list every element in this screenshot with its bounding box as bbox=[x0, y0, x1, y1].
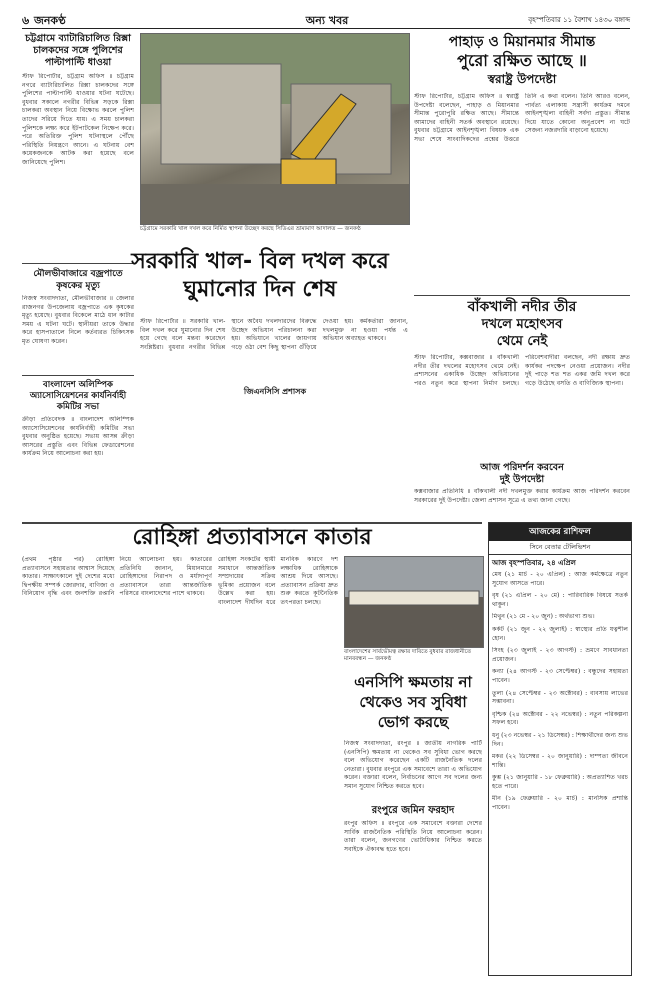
article-body: স্টাফ রিপোর্টার, চট্টগ্রাম অফিস ॥ চট্টগ্রাম নগরে ব্যাটারিচালিত রিক্সা চালকদের সঙ্গে পুলিশের পাল্টাপাল্টি ধাওয়ার ঘটনা ঘটেছে। বুধবার সকালে নগরীর বিভিন্ন সড়কে রিক্সা চালকরা অবস্থান নিয়ে বিক্ষোভ করলে পুলিশ তাদের সরিয়ে দিতে যায়। এ সময় চালকরা পুলিশকে লক্ষ্য করে ইটপাটকেল নিক্ষেপ করে। পরে অতিরিক্ত পুলিশ ঘটনাস্থলে পৌঁছে পরিস্থিতি নিয়ন্ত্রণে আনে। এ ঘটনায় বেশ কয়েকজনকে আটক করা হয়েছে বলে জানিয়েছে পুলিশ। bbox=[22, 73, 134, 166]
story-visit bbox=[414, 462, 630, 518]
issue-date: বৃহস্পতিবার ১১ বৈশাখ ১৪৩০ বঙ্গাব্দ bbox=[528, 16, 630, 24]
article-body: রংপুর অফিস ॥ রংপুরে এক সমাবেশে বক্তারা দেশের সার্বিক রাজনৈতিক পরিস্থিতি নিয়ে আলোচনা করেন। তারা বলেন, জনগণের ভোটাধিকার নিশ্চিত করতে সবাইকে ঐক্যবদ্ধ হতে হবে। bbox=[344, 820, 482, 853]
horoscope-list bbox=[489, 571, 631, 983]
headline-line-2: ঘুমানোর দিন শেষ bbox=[183, 277, 337, 302]
paper-name: জনকণ্ঠ bbox=[34, 14, 66, 27]
article-body: ক্রীড়া প্রতিবেদক ॥ বাংলাদেশ অলিম্পিক অ্যাসোসিয়েশনের কার্যনির্বাহী কমিটির সভা বুধবার অনুষ্ঠিত হয়েছে। সভায় আসন্ন ক্রীড়া আসরের প্রস্তুতি এবং বিভিন্ন ফেডারেশনের কার্যক্রম নিয়ে আলোচনা করা হয়। bbox=[22, 416, 134, 458]
headline-line-1: বাঁকখালী নদীর তীর bbox=[467, 299, 577, 315]
photo-rally bbox=[344, 556, 484, 648]
headline-line-2: পুরো রক্ষিত আছে ॥ bbox=[457, 51, 587, 70]
headline-line-1: সরকারি খাল- বিল দখল করে bbox=[131, 249, 389, 274]
photo-caption: বাংলাদেশের সার্বভৌমত্ব রক্ষার দাবিতে বুধবার রাজধানীতে মানববন্ধন — জনকণ্ঠ bbox=[344, 649, 472, 663]
article-body: স্টাফ রিপোর্টার, চট্টগ্রাম অফিস ॥ স্বরাষ্ট্র উপদেষ্টা বলেছেন, পাহাড় ও মিয়ানমার সীমান্ত পুরোপুরি রক্ষিত আছে। সীমান্তে আমাদের বাহিনী সতর্ক অবস্থানে রয়েছে। বুধবার চট্টগ্রামে আইনশৃঙ্খলা বিষয়ক এক সভা শেষে সাংবাদিকদের প্রশ্নের উত্তরে তিনি এ কথা বলেন। তিনি আরও বলেন, পার্বত্য এলাকায় সন্ত্রাসী কার্যক্রম দমনে আইনশৃঙ্খলা বাহিনী সর্বদা প্রস্তুত। সীমান্ত দিয়ে যাতে কোনো অনুপ্রবেশ না ঘটে সেজন্য নজরদারি বাড়ানো হয়েছে। bbox=[414, 93, 630, 143]
horoscope-item: বৃষ (২১ এপ্রিল - ২০ মে) : পারিবারিক বিষয়ে সতর্ক থাকুন। bbox=[492, 592, 628, 608]
story-olympic bbox=[22, 380, 134, 518]
horoscope-item: মেষ (২১ মার্চ - ২০ এপ্রিল) : আজ কর্মক্ষেত্রে নতুন সুযোগ আসতে পারে। bbox=[492, 571, 628, 587]
horoscope-item: মীন (১৯ ফেব্রুয়ারি - ২০ মার্চ) : মানসিক প্রশান্তি পাবেন। bbox=[492, 795, 628, 812]
horoscope-item: সিংহ (২৩ জুলাই - ২৩ আগস্ট) : ভ্রমণে সাবধানতা প্রয়োজন। bbox=[492, 647, 628, 663]
horoscope-item: কর্কট (২১ জুন - ২২ জুলাই) : স্বাস্থ্যের প্রতি যত্নশীল হোন। bbox=[492, 625, 628, 642]
article-body: স্টাফ রিপোর্টার, কক্সবাজার ॥ বাঁকখালী নদীর তীর দখলের মহোৎসব থেমে নেই। প্রশাসনের একাধিক উচ্ছেদ অভিযানের পরও নতুন করে স্থাপনা নির্মাণ চলছে। পরিবেশবাদীরা বলছেন, নদী রক্ষায় দ্রুত কার্যকর পদক্ষেপ নেওয়া প্রয়োজন। নদীর দুই পাড়ে শত শত একর জমি দখল করে গড়ে উঠেছে বসতি ও বাণিজ্যিক স্থাপনা। bbox=[414, 354, 630, 387]
horoscope-item: তুলা (২৪ সেপ্টেম্বর - ২৩ অক্টোবর) : ব্যবসায় লাভের সম্ভাবনা। bbox=[492, 689, 628, 706]
headline-line-2: থেকেও সব সুবিধা bbox=[359, 693, 467, 711]
story-rohingya-headline: রোহিঙ্গা প্রত্যাবাসনে কাতার bbox=[132, 525, 372, 550]
story-rangpur bbox=[344, 804, 482, 974]
headline-line-2: দখলে মহোৎসব bbox=[481, 317, 563, 332]
headline: রংপুরে জমিন ফরহাদ bbox=[371, 805, 455, 816]
story-bakkhali bbox=[414, 298, 630, 458]
horoscope-item: কুম্ভ (২১ জানুয়ারি - ১৮ ফেব্রুয়ারি) : অপ্রত্যাশিত খরচ হতে পারে। bbox=[492, 774, 628, 790]
headline-line-3: থেমে নেই bbox=[496, 334, 548, 349]
story-border bbox=[414, 33, 630, 293]
section-name: অন্য খবর bbox=[305, 14, 349, 27]
box-date: আজ বৃহস্পতিবার, ২৪ এপ্রিল bbox=[492, 559, 576, 567]
horoscope-box bbox=[488, 522, 632, 976]
horoscope-item: ধনু (২৩ নভেম্বর - ২১ ডিসেম্বর) : শিক্ষার্থীদের জন্য শুভ দিন। bbox=[492, 731, 628, 748]
article-body: নিজস্ব সংবাদদাতা, মৌলভীবাজার ॥ জেলার রাজনগর উপজেলায় বজ্রপাতে এক কৃষকের মৃত্যু হয়েছে। বুধবার বিকেলে মাঠে ধান কাটার সময় এ ঘটনা ঘটে। স্থানীয়রা তাকে উদ্ধার করে হাসপাতালে নিলে কর্তব্যরত চিকিৎসক মৃত ঘোষণা করেন। bbox=[22, 295, 134, 345]
box-subheading: সিনে বেতার টেলিভিশন bbox=[489, 541, 631, 555]
page-header bbox=[22, 12, 630, 29]
photo-demolition bbox=[140, 33, 410, 225]
headline: চট্টগ্রামে ব্যাটারিচালিত রিক্সা চালকদের সঙ্গে পুলিশের পাল্টাপাল্টি ধাওয়া bbox=[25, 33, 131, 68]
human-chain-image bbox=[345, 557, 483, 647]
story-ncp bbox=[344, 672, 482, 732]
headline-line-3: ভোগ করছে bbox=[377, 713, 449, 731]
article-body: কক্সবাজার প্রতিনিধি ॥ বাঁকখালী নদী দখলমুক্ত করার কার্যক্রম আজ পরিদর্শন করবেন সরকারের দুই উপদেষ্টা। জেলা প্রশাসন সূত্রে এ তথ্য জানা গেছে। bbox=[414, 488, 630, 504]
excavator-scene-image bbox=[141, 34, 409, 224]
box-heading: আজকের রাশিফল bbox=[489, 523, 631, 541]
headline: বাংলাদেশ অলিম্পিক অ্যাসোসিয়েশনের কার্যনির্বাহী কমিটির সভা bbox=[29, 380, 127, 412]
photo-caption: চট্টগ্রামে সরকারি খাল দখল করে নির্মিত স্থাপনা উচ্ছেদ করছে সিডিএর ভ্রাম্যমাণ আদালত — জনকণ্ঠ bbox=[140, 226, 361, 232]
story-canal bbox=[110, 248, 410, 304]
headline-line-1: আজ পরিদর্শন করবেন bbox=[480, 462, 564, 473]
story-ncp-body: নিজস্ব সংবাদদাতা, রংপুর ॥ জাতীয় নাগরিক পার্টি (এনসিপি) ক্ষমতায় না থেকেও সব সুবিধা ভোগ করছে বলে অভিযোগ করেছেন একটি রাজনৈতিক দলের নেতারা। বুধবার রংপুরে এক সমাবেশে তারা এ অভিযোগ করেন। বক্তারা বলেন, নির্বাচনের আগে সব দলের জন্য সমান সুযোগ নিশ্চিত করতে হবে। bbox=[344, 740, 482, 790]
headline-line-2: দুই উপদেষ্টা bbox=[499, 474, 545, 485]
horoscope-item: বৃশ্চিক (২৪ অক্টোবর - ২২ নভেম্বর) : নতুন পরিকল্পনা সফল হবে। bbox=[492, 710, 628, 727]
story-canal-subhead: জিএনসিসি প্রশাসক bbox=[230, 386, 320, 399]
headline-line-1: এনসিপি ক্ষমতায় না bbox=[354, 673, 472, 691]
story-rohingya-body-1: (প্রথম পৃষ্ঠার পর) রোহিঙ্গা প্রত্যাবাসনে সহায়তার আশ্বাস দিয়েছে কাতার। সাক্ষাৎকালে দুই দেশের মধ্যে দ্বিপক্ষীয় সম্পর্ক জোরদার, বাণিজ্য ও বিনিয়োগ বৃদ্ধি এবং জনশক্তি রপ্তানি নিয়ে আলোচনা হয়। কাতারের প্রতিনিধি জানান, মিয়ানমারে রোহিঙ্গাদের নিরাপদ ও মর্যাদাপূর্ণ প্রত্যাবাসনে তারা আন্তর্জাতিক পরিসরে বাংলাদেশের পাশে থাকবে। bbox=[22, 556, 212, 598]
horoscope-item: মিথুন (২১ মে - ২০ জুন) : অর্থভাগ্য শুভ। bbox=[492, 613, 595, 621]
headline-line-3: স্বরাষ্ট্র উপদেষ্টা bbox=[487, 72, 557, 86]
headline: মৌলভীবাজারে বজ্রপাতে কৃষকের মৃত্যু bbox=[33, 269, 123, 291]
horoscope-item: মকর (২২ ডিসেম্বর - ২০ জানুয়ারি) : দাম্পত্য জীবনে শান্তি। bbox=[492, 753, 628, 769]
story-chattogram bbox=[22, 33, 134, 263]
divider bbox=[414, 295, 630, 296]
story-rohingya-body-2: রোহিঙ্গা সংকটের স্থায়ী সমাধানে আন্তর্জাতিক সম্প্রদায়ের সক্রিয় ভূমিকা প্রয়োজন বলে উল্লেখ করা হয়। বাংলাদেশ দীর্ঘদিন ধরে মানবিক কারণে দশ লক্ষাধিক রোহিঙ্গাকে আশ্রয় দিয়ে আসছে। প্রত্যাবাসন প্রক্রিয়া দ্রুত শুরু করতে কূটনৈতিক তৎপরতা চলছে। bbox=[218, 556, 338, 606]
page-number: ৬ bbox=[22, 14, 30, 27]
horoscope-item: কন্যা (২৪ আগস্ট - ২৩ সেপ্টেম্বর) : বন্ধুদের সহায়তা পাবেন। bbox=[492, 668, 628, 684]
headline-line-1: পাহাড় ও মিয়ানমার সীমান্ত bbox=[448, 34, 596, 50]
story-canal-body: স্টাফ রিপোর্টার ॥ সরকারি খাল-বিল দখল করে ঘুমানোর দিন শেষ হয়ে গেছে বলে মন্তব্য করেছেন সংশ্লিষ্টরা। বুধবার নগরীর বিভিন্ন স্থানে অবৈধ দখলদারদের বিরুদ্ধে উচ্ছেদ অভিযান পরিচালনা করা হয়। অভিযানে খালের জায়গায় গড়ে ওঠা বেশ কিছু স্থাপনা গুঁড়িয়ে দেওয়া হয়। কর্মকর্তারা জানান, দখলমুক্ত না হওয়া পর্যন্ত এ অভিযান অব্যাহত থাকবে। bbox=[140, 318, 408, 351]
divider bbox=[22, 375, 134, 376]
